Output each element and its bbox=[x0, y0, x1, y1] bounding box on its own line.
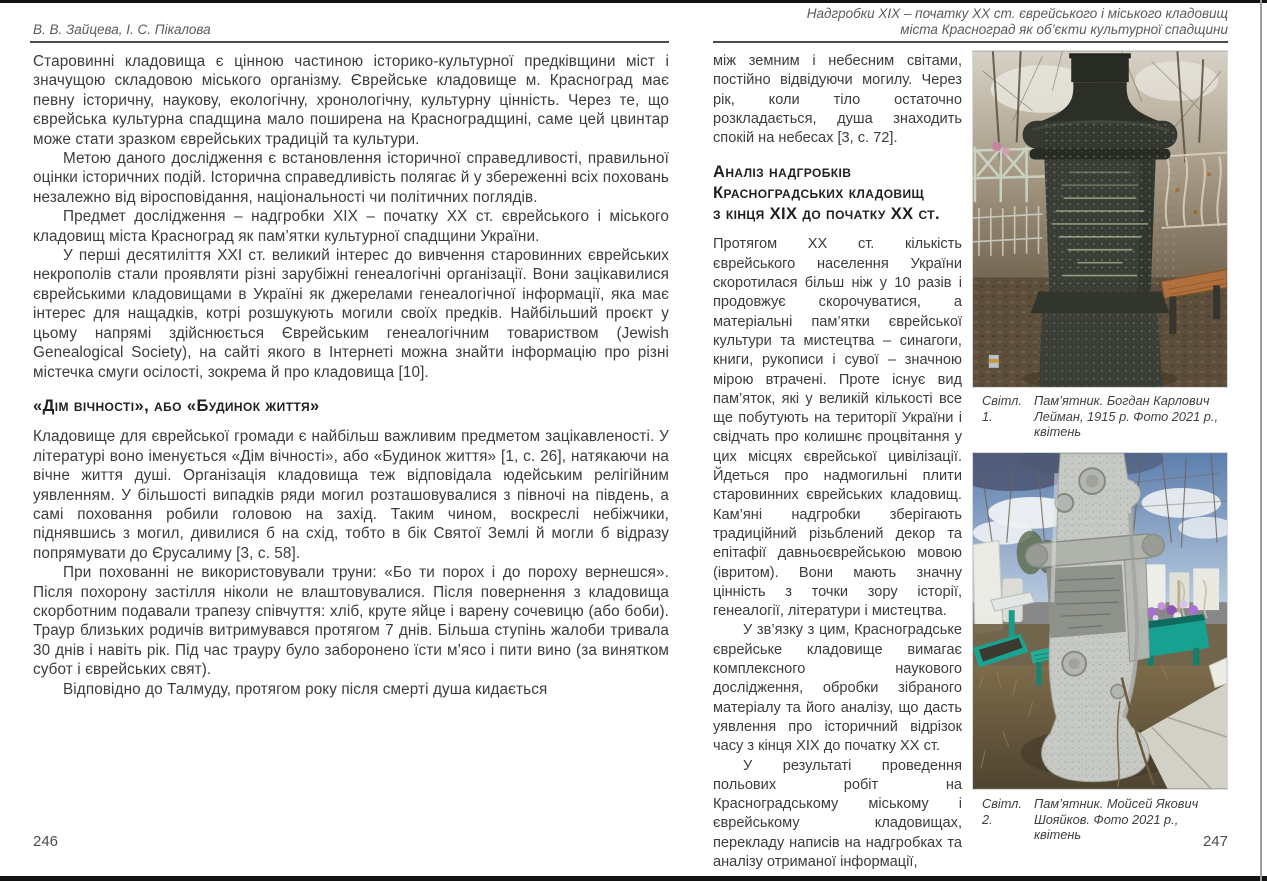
right-running-header bbox=[713, 6, 1228, 38]
left-running-header: В. В. Зайцева, І. С. Пікалова bbox=[33, 22, 211, 37]
right-page-number: 247 bbox=[1202, 833, 1228, 850]
caption-label: Світл. 2. bbox=[982, 796, 1022, 827]
scan-edge-right bbox=[1260, 0, 1262, 881]
left-header-rule bbox=[30, 41, 669, 43]
heading-line: з кінця XIX до початку XX ст. bbox=[713, 205, 940, 224]
left-page-number: 246 bbox=[33, 833, 59, 850]
caption-label: Світл. 1. bbox=[982, 393, 1022, 424]
heading-line: Аналіз надгробків bbox=[713, 163, 852, 182]
paragraph: Старовинні кладовища є цінною частиною історико-культурної предківщини міст і значущою складовою міського організму. Єврейське кладовище м. Красноград має певну історичну, наукову, екологічну, хронологічну, культурну цінність. Через те, що єврейська культурна спадщина мало поширена на Красноградщині, саме цей цвинтар може стати зразком єврейських традицій та культури. bbox=[33, 53, 669, 148]
paragraph: Предмет дослідження – надгробки XIX – початку XX ст. єврейського і міського кладовищ міста Красноград як пам’ятки культурної спадщини України. bbox=[33, 208, 669, 245]
heading-line: Красноградських кладовищ bbox=[713, 184, 925, 203]
section-heading: «Дім вічності», або «Будинок життя» bbox=[33, 396, 320, 415]
figure-caption-1 bbox=[982, 393, 1230, 440]
paragraph: Метою даного дослідження є встановлення історичної справедливості, правильної оцінки історичних подій. Історична справедливість полягає й у збереженні всіх поховань незалежно від віросповідання, національності чи політичних поглядів. bbox=[33, 150, 669, 206]
caption-text: Пам’ятник. Мойсей Якович Шояйков. Фото 2021 р., квітень bbox=[1034, 796, 1199, 842]
paragraph: У результаті проведення польових робіт на Красноградському міському і єврейському кладовищах, перекладу написів на надгробках та аналізу отриманої інформації, bbox=[713, 757, 962, 870]
paragraph: При похованні не використовували труни: «Бо ти порох і до пороху вернешся». Після похорону застілля ніколи не влаштовувалися. Після повернення з кладовища скорботним подавали трапезу співчуття: хліб, круте яйце і варену сочевицю (або боби). Траур близьких родичів витримувався протягом 7 днів. Більша ступінь жалоби тривала 30 днів і навіть рік. Під час трауру було заборонено їсти м’ясо і пити вино (за винятком субот і єврейських свят). bbox=[33, 564, 669, 679]
paragraph: Відповідно до Талмуду, протягом року після смерті душа кидається bbox=[63, 680, 548, 698]
scan-edge-bottom bbox=[0, 876, 1267, 881]
right-running-header-line2: міста Красноград як об’єкти культурної спадщини bbox=[900, 22, 1228, 37]
caption-text: Пам’ятник. Богдан Карлович Лейман, 1915 р. Фото 2021 р., квітень bbox=[1034, 393, 1219, 439]
right-page-text-column bbox=[713, 52, 962, 872]
paragraph: Протягом XX ст. кількість єврейського населення України скоротилася більш ніж у 10 разів і продовжує скорочуватися, а матеріальні пам’ятки єврейської культури та мистецтва – синагоги, книги, рукописи і сувої – значною мірою втрачені. Проте існує вид пам’яток, які у великій кількості все ще побутують на території України і свідчать про колишнє процвітання у цих місцях єврейської цивілізації. Йдеться про надмогильні плити старовинних єврейських кладовищ. Кам’яні надгробки зберігають традиційний різьблений декор та епітафії давньоєврейською мовою (івритом). Вони мають значну цінність з точки зору історії, генеалогії, літератури і мистецтва. bbox=[713, 236, 962, 620]
paragraph: Кладовище для єврейської громади є найбільш важливим предметом зацікавленості. У літературі воно іменується «Дім вічності», або «Будинок життя» [1, с. 26], натякаючи на вічне життя душі. Організація кладовища теж відповідала юдейським релігійним уявленням. У більшості випадків ряди могил розташовувалися з півночі на південь, а самі поховання робили головою на захід. Таким чином, воскреслі небіжчики, піднявшись з могил, дивилися б на схід, тобто в бік Святої Землі й могли б відразу попрямувати до Єрусалиму [3, с. 58]. bbox=[33, 428, 669, 562]
paragraph: У перші десятиліття XXI ст. великий інтерес до вивчення старовинних єврейських некрополів стали проявляти різні зарубіжні генеалогічні організації. Вони зацікавилися єврейськими кладовищами в Україні як джерелами генеалогічної інформації, яка має інтерес для нащадків, котрі розшукують могили своїх предків. Найбільший проєкт у цьому напрямі здійснюється Єврейським генеалогічним товариством (Jewish Genealogical Society), на сайті якого в Інтернеті можна знайти інформацію про різні містечка смуги осілості, зокрема й про кладовища [10]. bbox=[33, 247, 669, 381]
right-running-header-line1: Надгробки XIX – початку XX ст. єврейського і міського кладовищ bbox=[806, 6, 1228, 21]
paragraph: між земним і небесним світами, постійно відвідуючи могилу. Через рік, коли тіло остаточно розкладається, душа знаходить спокій на небесах [3, с. 72]. bbox=[713, 53, 962, 147]
right-header-rule bbox=[713, 41, 1228, 43]
left-page-body bbox=[33, 52, 669, 699]
gravestone-photo-1 bbox=[972, 50, 1228, 388]
gravestone-photo-2 bbox=[972, 452, 1228, 790]
paragraph: У зв’язку з цим, Красноградське єврейське кладовище вимагає комплексного наукового дослідження, обробки зібраного матеріалу та його аналізу, що дасть уявлення про історичний відрізок часу з кінця XIX до початку XX ст. bbox=[713, 622, 962, 755]
section-heading bbox=[713, 162, 962, 225]
scan-edge-top bbox=[0, 0, 1267, 3]
